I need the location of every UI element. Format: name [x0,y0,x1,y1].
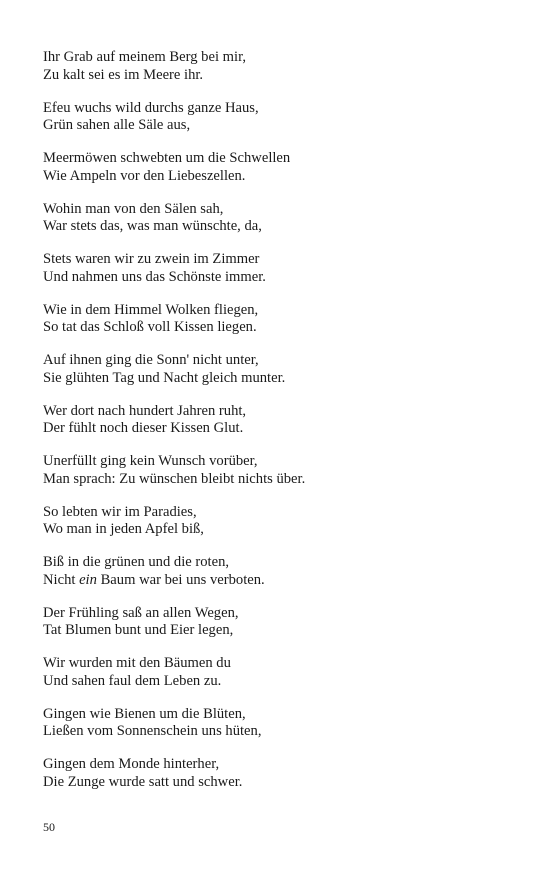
poem-line: Sie glühten Tag und Nacht gleich munter. [43,369,286,386]
poem-line: Stets waren wir zu zwein im Zimmer [43,251,260,267]
poem-line: So lebten wir im Paradies, [43,503,197,520]
poem-line-start: Nicht [43,571,80,588]
poem-line: Die Zunge wurde satt und schwer. [43,773,243,790]
poem-line: Wie in dem Himmel Wolken fliegen, [43,301,259,318]
poem-line: Und sahen faul dem Leben zu. [43,672,222,689]
poem-line: Efeu wuchs wild durchs ganze Haus, [43,99,259,116]
stanza [43,251,513,286]
poem-line: Tat Blumen bunt und Eier legen, [43,622,234,638]
stanza [43,453,513,488]
poem-line: Meermöwen schwebten um die Schwellen [43,150,291,166]
stanza [43,756,513,791]
poem-line: Biß in die grünen und die roten, [43,554,230,570]
poem-line: Gingen dem Monde hinterher, [43,756,220,772]
poem-line [43,572,513,590]
poem-line: Ließen vom Sonnenschein uns hüten, [43,723,262,739]
poem-line-end: Baum war bei uns verboten. [96,571,265,588]
stanza [43,302,513,337]
poem-line: Auf ihnen ging die Sonn' nicht unter, [43,352,259,368]
poem-line: Wer dort nach hundert Jahren ruht, [43,402,247,419]
poem-line: Unerfüllt ging kein Wunsch vorüber, [43,453,258,469]
poem-line: Der Frühling saß an allen Wegen, [43,604,239,621]
poem-line: Wir wurden mit den Bäumen du [43,655,231,671]
stanza [43,504,513,539]
poem-line: Der fühlt noch dieser Kissen Glut. [43,420,244,436]
stanza [43,655,513,690]
poem-line: Wie Ampeln vor den Liebeszellen. [43,167,246,184]
poem-line: So tat das Schloß voll Kissen liegen. [43,319,257,335]
poem-line: Und nahmen uns das Schönste immer. [43,268,266,285]
poem-line: Zu kalt sei es im Meere ihr. [43,66,204,83]
stanza [43,605,513,640]
poem-body [43,49,513,807]
poem-line: War stets das, was man wünschte, da, [43,218,262,234]
stanza [43,554,513,589]
page-number: 50 [43,820,55,834]
stanza [43,150,513,185]
poem-line: Grün sahen alle Säle aus, [43,117,191,133]
poem-line: Wo man in jeden Apfel biß, [43,521,204,537]
stanza [43,100,513,135]
stanza [43,201,513,236]
poem-line: Wohin man von den Sälen sah, [43,200,224,217]
poem-line: Man sprach: Zu wünschen bleibt nichts über. [43,470,306,487]
stanza [43,352,513,387]
stanza [43,49,513,84]
poem-line: Ihr Grab auf meinem Berg bei mir, [43,49,246,65]
poem-line: Gingen wie Bienen um die Blüten, [43,705,246,722]
emphasized-word: ein [79,571,97,588]
stanza [43,706,513,741]
stanza [43,403,513,438]
